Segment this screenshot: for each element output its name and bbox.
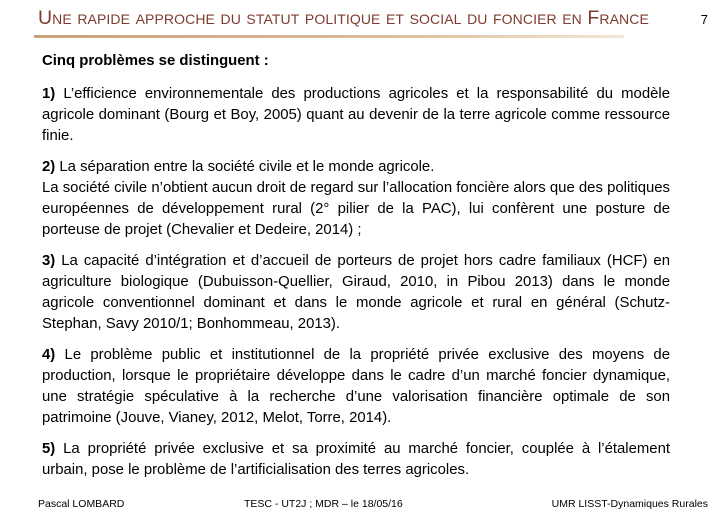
problem-text: Le problème public et institutionnel de la propriété privée exclusive des moyens de production, lorsque le propriétaire développe dans le cadre d’un marché foncier dynamique, une stratégie spéculative à la recherche d’une valorisation financière optimale de son patrimoine (Jouve, Vianey, 2012, Melot, Torre, 2014). (42, 347, 670, 426)
footer-affiliation: UMR LISST-Dynamiques Rurales (551, 498, 708, 510)
problem-5 (42, 439, 670, 481)
slide-body (42, 51, 670, 491)
content-heading: Cinq problèmes se distinguent : (42, 53, 269, 69)
problem-number: 1) (42, 86, 56, 102)
problem-paragraph (42, 178, 670, 241)
problem-number: 3) (42, 253, 56, 269)
problem-text: L’efficience environnementale des productions agricoles et la responsabilité du modèle agricole dominant (Bourg et Boy, 2005) quant au devenir de la terre agricole comme ressource finie. (42, 86, 670, 144)
problem-number: 4) (42, 347, 56, 363)
problem-text: La société civile n’obtient aucun droit de regard sur l’allocation foncière alors que des politiques européennes de développement rural (2° pilier de la PAC), lui confèrent une posture de porteuse de projet (Chevalier et Dedeire, 2014) ; (42, 180, 670, 238)
problem-4 (42, 345, 670, 429)
footer-author: Pascal LOMBARD (38, 498, 125, 510)
problem-paragraph (42, 345, 670, 429)
slide-title: Une rapide approche du statut politique et social du foncier en France (38, 7, 649, 29)
problem-paragraph (42, 439, 670, 481)
footer-event: TESC - UT2J ; MDR – le 18/05/16 (244, 498, 403, 510)
problem-2 (42, 157, 670, 241)
problem-paragraph (42, 251, 670, 335)
slide-number: 7 (700, 12, 708, 27)
problem-paragraph (42, 84, 670, 147)
problem-number: 2) (42, 159, 56, 175)
problem-paragraph (42, 157, 670, 178)
problem-text: La séparation entre la société civile et le monde agricole. (59, 159, 435, 175)
problem-number: 5) (42, 441, 56, 457)
problem-3 (42, 251, 670, 335)
problem-text: La propriété privée exclusive et sa proximité au marché foncier, couplée à l’étalement urbain, pose le problème de l’artificialisation des terres agricoles. (42, 441, 671, 478)
problem-text: La capacité d’intégration et d’accueil de porteurs de projet hors cadre familiaux (HCF) en agriculture biologique (Dubuisson-Quellier, Giraud, 2010, in Pibou 2013) dans le monde agricole conventionnel dominant et dans le monde agricole et rural en général (Schutz-Stephan, Savy 2010/1; Bonhommeau, 2013). (42, 253, 670, 332)
problem-1 (42, 84, 670, 147)
title-divider (34, 35, 624, 38)
